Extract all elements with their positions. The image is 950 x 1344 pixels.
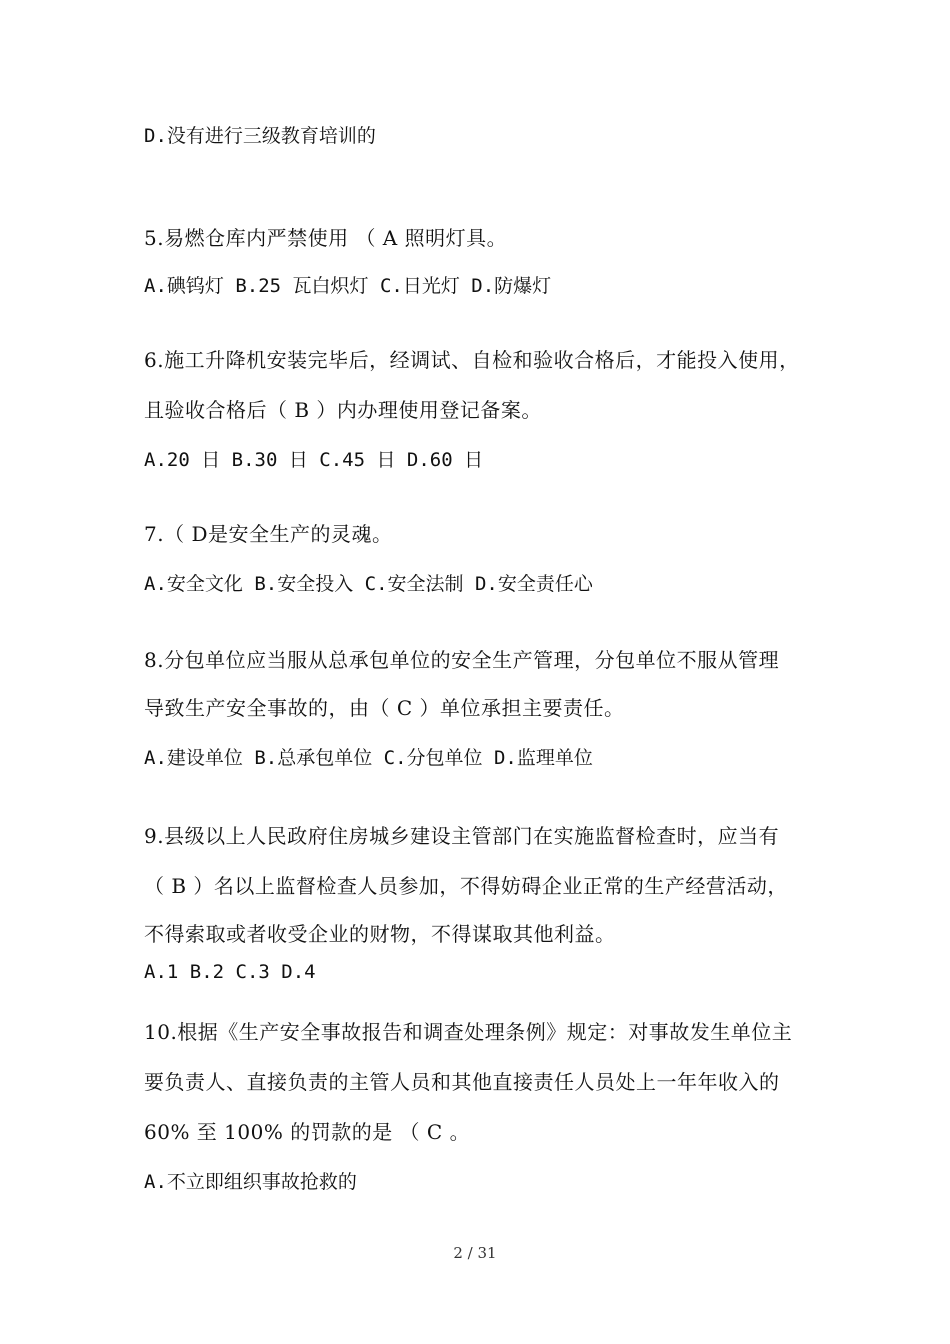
option-line: D.没有进行三级教育培训的 bbox=[144, 125, 376, 147]
question-8-line-2: 导致生产安全事故的，由（ C ）单位承担主要责任。 bbox=[144, 696, 625, 720]
options-10: A.不立即组织事故抢救的 bbox=[144, 1171, 357, 1193]
question-7: 7.（ D是安全生产的灵魂。 bbox=[144, 522, 393, 546]
question-9-line-2: （ B ）名以上监督检查人员参加，不得妨碍企业正常的生产经营活动， bbox=[144, 874, 788, 898]
question-6-line-2: 且验收合格后（ B ）内办理使用登记备案。 bbox=[144, 398, 542, 422]
options-5: A.碘钨灯 B.25 瓦白炽灯 C.日光灯 D.防爆灯 bbox=[144, 275, 552, 297]
question-10-line-1: 10.根据《生产安全事故报告和调查处理条例》规定：对事故发生单位主 bbox=[144, 1020, 793, 1044]
page-number: 2 / 31 bbox=[453, 1244, 497, 1262]
options-9: A.1 B.2 C.3 D.4 bbox=[144, 961, 316, 983]
question-8-line-1: 8.分包单位应当服从总承包单位的安全生产管理，分包单位不服从管理 bbox=[144, 648, 780, 672]
options-8: A.建设单位 B.总承包单位 C.分包单位 D.监理单位 bbox=[144, 747, 593, 769]
question-6-line-1: 6.施工升降机安装完毕后，经调试、自检和验收合格后，才能投入使用， bbox=[144, 348, 800, 372]
question-9-line-3: 不得索取或者收受企业的财物，不得谋取其他利益。 bbox=[144, 922, 616, 946]
question-10-line-2: 要负责人、直接负责的主管人员和其他直接责任人员处上一年年收入的 bbox=[144, 1070, 780, 1094]
question-9-line-1: 9.县级以上人民政府住房城乡建设主管部门在实施监督检查时，应当有 bbox=[144, 824, 780, 848]
options-7: A.安全文化 B.安全投入 C.安全法制 D.安全责任心 bbox=[144, 573, 593, 595]
question-5: 5.易燃仓库内严禁使用 （ A 照明灯具。 bbox=[144, 226, 508, 250]
question-10-line-3: 60% 至 100% 的罚款的是 （ C 。 bbox=[144, 1120, 471, 1144]
options-6: A.20 日 B.30 日 C.45 日 D.60 日 bbox=[144, 449, 484, 471]
